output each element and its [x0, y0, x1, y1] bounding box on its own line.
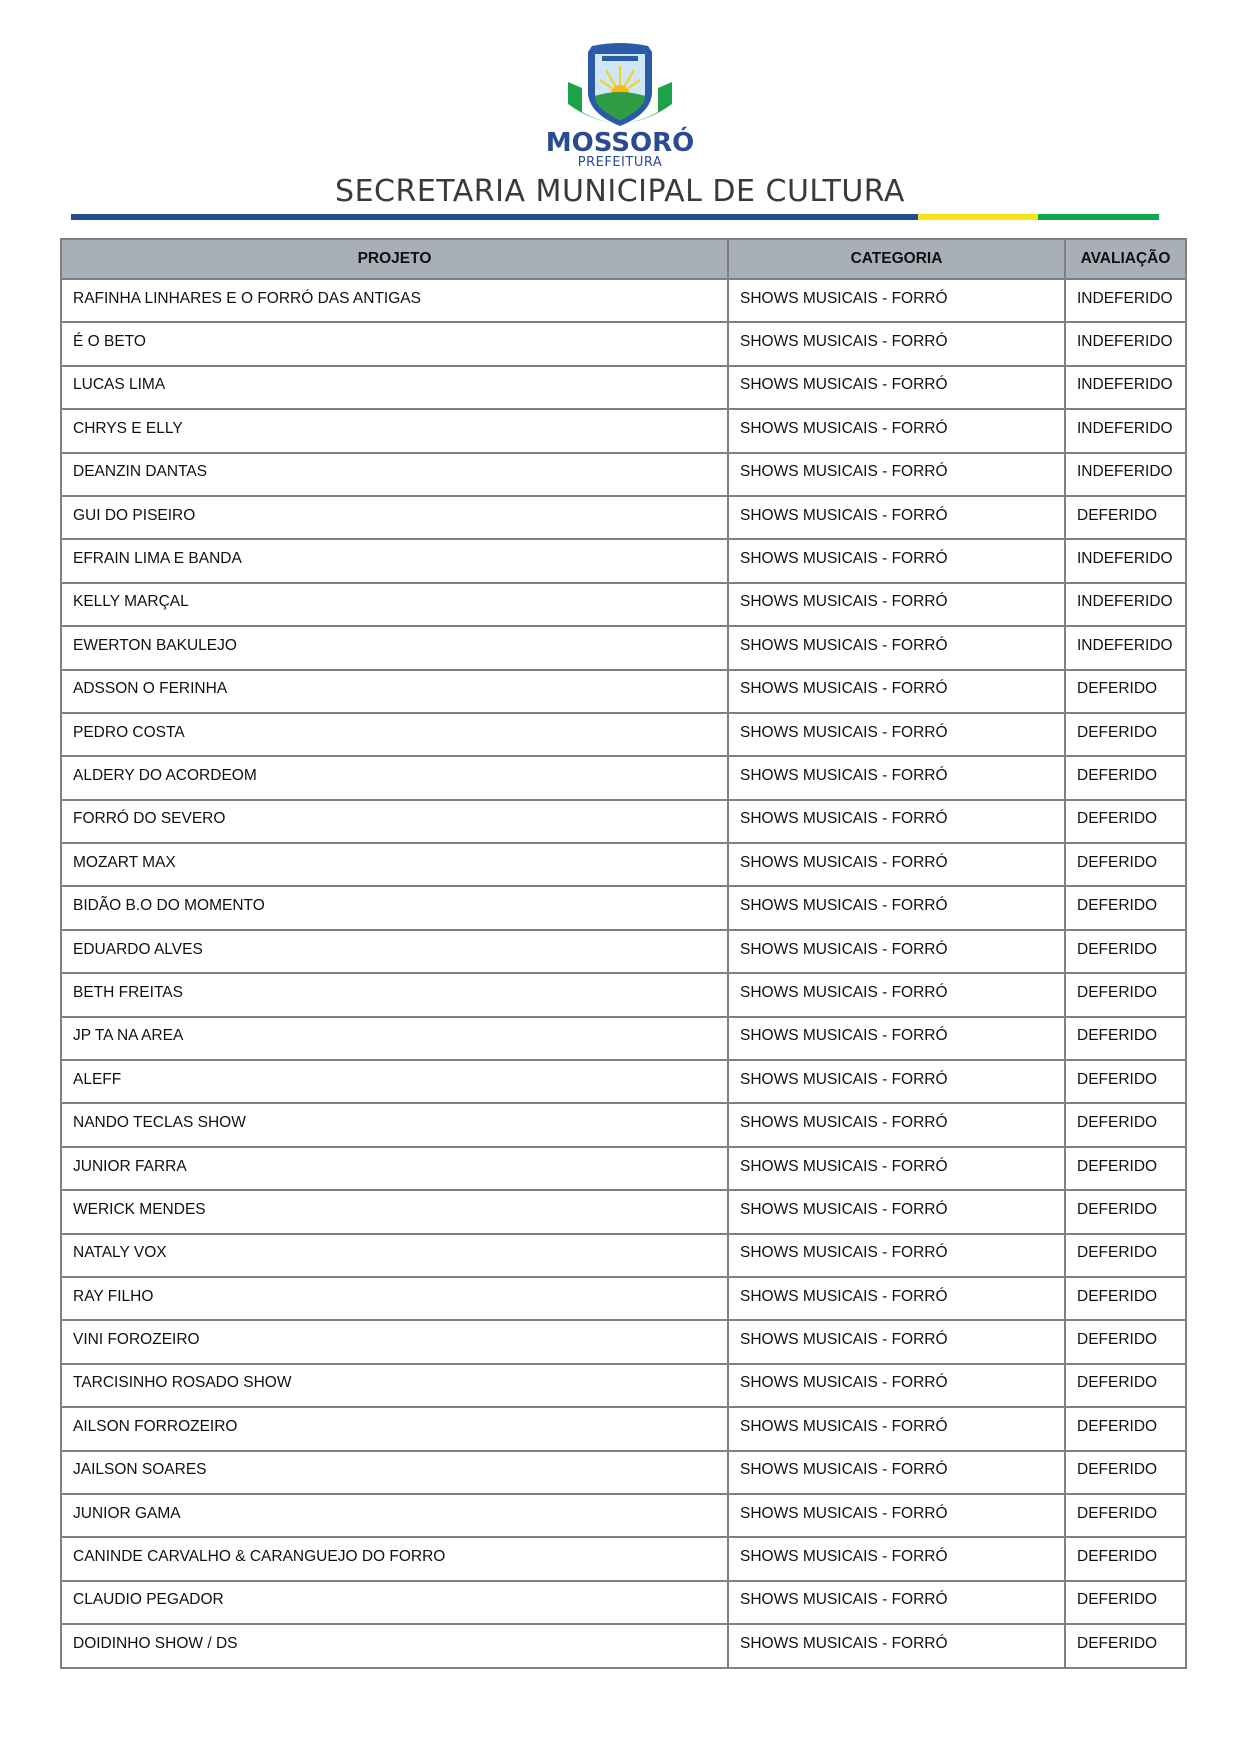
category-cell: SHOWS MUSICAIS - FORRÓ [728, 800, 1065, 843]
evaluation-cell: DEFERIDO [1065, 1190, 1186, 1233]
category-cell: SHOWS MUSICAIS - FORRÓ [728, 1451, 1065, 1494]
table-row [61, 279, 1186, 322]
project-name-cell: CHRYS E ELLY [61, 409, 728, 452]
project-name-cell: ALDERY DO ACORDEOM [61, 756, 728, 799]
results-table [60, 238, 1187, 1669]
evaluation-cell: INDEFERIDO [1065, 539, 1186, 582]
project-name-cell: DOIDINHO SHOW / DS [61, 1624, 728, 1667]
project-name-cell: JAILSON SOARES [61, 1451, 728, 1494]
category-cell: SHOWS MUSICAIS - FORRÓ [728, 453, 1065, 496]
category-cell: SHOWS MUSICAIS - FORRÓ [728, 1017, 1065, 1060]
evaluation-cell: DEFERIDO [1065, 1103, 1186, 1146]
project-name-cell: ALEFF [61, 1060, 728, 1103]
brand-name: MOSSORÓ [545, 128, 695, 158]
table-row [61, 322, 1186, 365]
evaluation-cell: DEFERIDO [1065, 1494, 1186, 1537]
project-name-cell: JUNIOR GAMA [61, 1494, 728, 1537]
evaluation-cell: DEFERIDO [1065, 1234, 1186, 1277]
project-name-cell: BIDÃO B.O DO MOMENTO [61, 886, 728, 929]
category-cell: SHOWS MUSICAIS - FORRÓ [728, 1060, 1065, 1103]
evaluation-cell: INDEFERIDO [1065, 583, 1186, 626]
project-name-cell: GUI DO PISEIRO [61, 496, 728, 539]
category-cell: SHOWS MUSICAIS - FORRÓ [728, 670, 1065, 713]
evaluation-cell: DEFERIDO [1065, 1364, 1186, 1407]
project-name-cell: EFRAIN LIMA E BANDA [61, 539, 728, 582]
category-cell: SHOWS MUSICAIS - FORRÓ [728, 1624, 1065, 1667]
evaluation-cell: DEFERIDO [1065, 973, 1186, 1016]
category-cell: SHOWS MUSICAIS - FORRÓ [728, 539, 1065, 582]
category-cell: SHOWS MUSICAIS - FORRÓ [728, 756, 1065, 799]
category-cell: SHOWS MUSICAIS - FORRÓ [728, 1190, 1065, 1233]
project-name-cell: BETH FREITAS [61, 973, 728, 1016]
table-row [61, 1234, 1186, 1277]
category-cell: SHOWS MUSICAIS - FORRÓ [728, 1537, 1065, 1580]
evaluation-cell: INDEFERIDO [1065, 626, 1186, 669]
table-header-row [61, 239, 1186, 279]
category-cell: SHOWS MUSICAIS - FORRÓ [728, 713, 1065, 756]
column-header-projeto: PROJETO [61, 239, 728, 279]
city-crest-icon [562, 42, 678, 130]
category-cell: SHOWS MUSICAIS - FORRÓ [728, 1103, 1065, 1146]
evaluation-cell: DEFERIDO [1065, 756, 1186, 799]
table-row [61, 1060, 1186, 1103]
table-row [61, 366, 1186, 409]
table-row [61, 843, 1186, 886]
evaluation-cell: INDEFERIDO [1065, 322, 1186, 365]
evaluation-cell: DEFERIDO [1065, 886, 1186, 929]
header-stripe-yellow [918, 214, 1038, 220]
evaluation-cell: DEFERIDO [1065, 1060, 1186, 1103]
project-name-cell: KELLY MARÇAL [61, 583, 728, 626]
evaluation-cell: DEFERIDO [1065, 1320, 1186, 1363]
category-cell: SHOWS MUSICAIS - FORRÓ [728, 322, 1065, 365]
category-cell: SHOWS MUSICAIS - FORRÓ [728, 1147, 1065, 1190]
header-stripe-green [1038, 214, 1159, 220]
table-row [61, 1277, 1186, 1320]
table-row [61, 496, 1186, 539]
evaluation-cell: DEFERIDO [1065, 1277, 1186, 1320]
table-row [61, 713, 1186, 756]
project-name-cell: AILSON FORROZEIRO [61, 1407, 728, 1450]
project-name-cell: RAFINHA LINHARES E O FORRÓ DAS ANTIGAS [61, 279, 728, 322]
project-name-cell: VINI FOROZEIRO [61, 1320, 728, 1363]
project-name-cell: ADSSON O FERINHA [61, 670, 728, 713]
table-body [61, 279, 1186, 1668]
project-name-cell: PEDRO COSTA [61, 713, 728, 756]
evaluation-cell: DEFERIDO [1065, 800, 1186, 843]
evaluation-cell: DEFERIDO [1065, 713, 1186, 756]
project-name-cell: JP TA NA AREA [61, 1017, 728, 1060]
table-row [61, 1537, 1186, 1580]
table-row [61, 1103, 1186, 1146]
table-row [61, 886, 1186, 929]
table-row [61, 453, 1186, 496]
table-row [61, 1624, 1186, 1667]
project-name-cell: TARCISINHO ROSADO SHOW [61, 1364, 728, 1407]
table-row [61, 1364, 1186, 1407]
table-row [61, 1147, 1186, 1190]
department-title: SECRETARIA MUNICIPAL DE CULTURA [335, 174, 905, 209]
table-row [61, 670, 1186, 713]
category-cell: SHOWS MUSICAIS - FORRÓ [728, 1494, 1065, 1537]
project-name-cell: MOZART MAX [61, 843, 728, 886]
project-name-cell: EDUARDO ALVES [61, 930, 728, 973]
evaluation-cell: INDEFERIDO [1065, 409, 1186, 452]
evaluation-cell: INDEFERIDO [1065, 453, 1186, 496]
evaluation-cell: DEFERIDO [1065, 496, 1186, 539]
category-cell: SHOWS MUSICAIS - FORRÓ [728, 583, 1065, 626]
evaluation-cell: DEFERIDO [1065, 1017, 1186, 1060]
evaluation-cell: DEFERIDO [1065, 1624, 1186, 1667]
project-name-cell: WERICK MENDES [61, 1190, 728, 1233]
category-cell: SHOWS MUSICAIS - FORRÓ [728, 973, 1065, 1016]
project-name-cell: CLAUDIO PEGADOR [61, 1581, 728, 1624]
evaluation-cell: INDEFERIDO [1065, 279, 1186, 322]
table-row [61, 973, 1186, 1016]
category-cell: SHOWS MUSICAIS - FORRÓ [728, 409, 1065, 452]
column-header-categoria: CATEGORIA [728, 239, 1065, 279]
project-name-cell: NATALY VOX [61, 1234, 728, 1277]
evaluation-cell: DEFERIDO [1065, 843, 1186, 886]
document-header [0, 0, 1240, 230]
project-name-cell: RAY FILHO [61, 1277, 728, 1320]
project-name-cell: É O BETO [61, 322, 728, 365]
category-cell: SHOWS MUSICAIS - FORRÓ [728, 279, 1065, 322]
category-cell: SHOWS MUSICAIS - FORRÓ [728, 1320, 1065, 1363]
evaluation-cell: DEFERIDO [1065, 1537, 1186, 1580]
header-stripe-blue [71, 214, 918, 220]
table-row [61, 1581, 1186, 1624]
project-name-cell: LUCAS LIMA [61, 366, 728, 409]
category-cell: SHOWS MUSICAIS - FORRÓ [728, 886, 1065, 929]
project-name-cell: JUNIOR FARRA [61, 1147, 728, 1190]
project-name-cell: FORRÓ DO SEVERO [61, 800, 728, 843]
table-row [61, 1451, 1186, 1494]
evaluation-cell: DEFERIDO [1065, 930, 1186, 973]
table-row [61, 930, 1186, 973]
table-row [61, 1320, 1186, 1363]
category-cell: SHOWS MUSICAIS - FORRÓ [728, 1277, 1065, 1320]
category-cell: SHOWS MUSICAIS - FORRÓ [728, 1407, 1065, 1450]
project-name-cell: DEANZIN DANTAS [61, 453, 728, 496]
evaluation-cell: DEFERIDO [1065, 670, 1186, 713]
evaluation-cell: DEFERIDO [1065, 1407, 1186, 1450]
table-row [61, 583, 1186, 626]
category-cell: SHOWS MUSICAIS - FORRÓ [728, 1234, 1065, 1277]
category-cell: SHOWS MUSICAIS - FORRÓ [728, 366, 1065, 409]
table-row [61, 1190, 1186, 1233]
table-row [61, 800, 1186, 843]
project-name-cell: CANINDE CARVALHO & CARANGUEJO DO FORRO [61, 1537, 728, 1580]
evaluation-cell: INDEFERIDO [1065, 366, 1186, 409]
table-row [61, 409, 1186, 452]
table-row [61, 1407, 1186, 1450]
category-cell: SHOWS MUSICAIS - FORRÓ [728, 843, 1065, 886]
table-row [61, 756, 1186, 799]
table-row [61, 1017, 1186, 1060]
category-cell: SHOWS MUSICAIS - FORRÓ [728, 626, 1065, 669]
evaluation-cell: DEFERIDO [1065, 1147, 1186, 1190]
category-cell: SHOWS MUSICAIS - FORRÓ [728, 1581, 1065, 1624]
category-cell: SHOWS MUSICAIS - FORRÓ [728, 1364, 1065, 1407]
brand-subtitle: PREFEITURA [577, 155, 663, 170]
project-name-cell: NANDO TECLAS SHOW [61, 1103, 728, 1146]
table-row [61, 1494, 1186, 1537]
evaluation-cell: DEFERIDO [1065, 1451, 1186, 1494]
table-row [61, 539, 1186, 582]
category-cell: SHOWS MUSICAIS - FORRÓ [728, 930, 1065, 973]
category-cell: SHOWS MUSICAIS - FORRÓ [728, 496, 1065, 539]
project-name-cell: EWERTON BAKULEJO [61, 626, 728, 669]
evaluation-cell: DEFERIDO [1065, 1581, 1186, 1624]
table-row [61, 626, 1186, 669]
column-header-avaliacao: AVALIAÇÃO [1065, 239, 1186, 279]
